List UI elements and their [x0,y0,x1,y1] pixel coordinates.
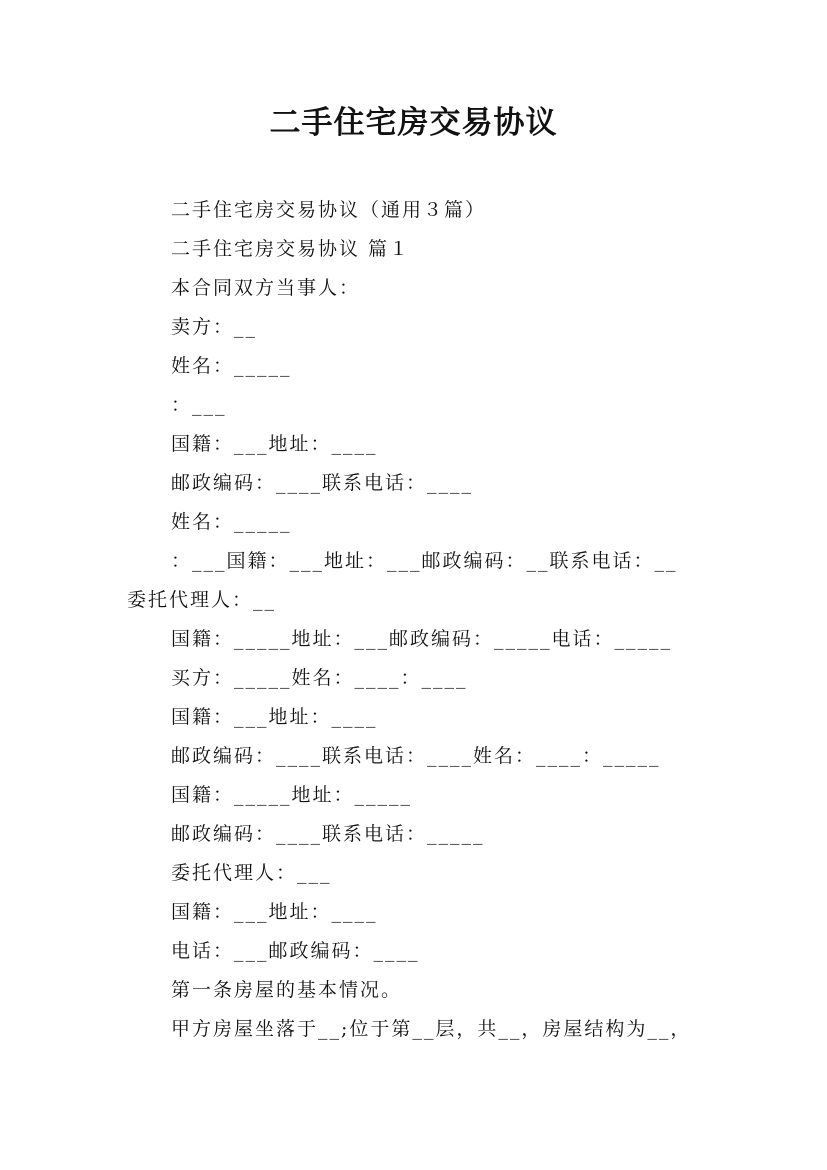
paragraph-line: ：___ [171,394,227,416]
paragraph-line: 国籍：_____地址：___邮政编码：_____电话：_____ [171,628,673,650]
document-body [0,191,827,1049]
paragraph-line: 卖方：__ [171,316,258,338]
paragraph-line: 国籍：_____地址：_____ [171,784,413,806]
paragraph-line: 国籍：___地址：____ [171,433,378,455]
paragraph-line: 国籍：___地址：____ [171,706,378,728]
paragraph-line: 姓名：_____ [171,511,292,533]
paragraph-line: 电话：___邮政编码：____ [171,940,420,962]
paragraph-line: 委托代理人：___ [171,862,332,884]
paragraph-line: 邮政编码：____联系电话：____ [171,472,474,494]
paragraph-line: 邮政编码：____联系电话：____姓名：____：_____ [171,745,661,767]
paragraph-line: 邮政编码：____联系电话：_____ [171,823,485,845]
paragraph-line: 甲方房屋坐落于__;位于第__层，共__，房屋结构为__， [171,1018,692,1040]
paragraph-line: 本合同双方当事人： [171,277,361,299]
paragraph-line: 二手住宅房交易协议 篇１ [171,238,411,260]
document-title: 二手住宅房交易协议 [269,105,558,141]
paragraph-line: 二手住宅房交易协议（通用３篇） [171,199,487,221]
paragraph-line: 买方：_____姓名：____：____ [171,667,468,689]
paragraph-line: 姓名：_____ [171,355,292,377]
paragraph-line: 委托代理人：__ [127,589,277,611]
paragraph-line: ：___国籍：___地址：___邮政编码：__联系电话：__ [171,550,678,572]
paragraph-line: 第一条房屋的基本情况。 [171,979,403,1001]
paragraph-line: 国籍：___地址：____ [171,901,378,923]
